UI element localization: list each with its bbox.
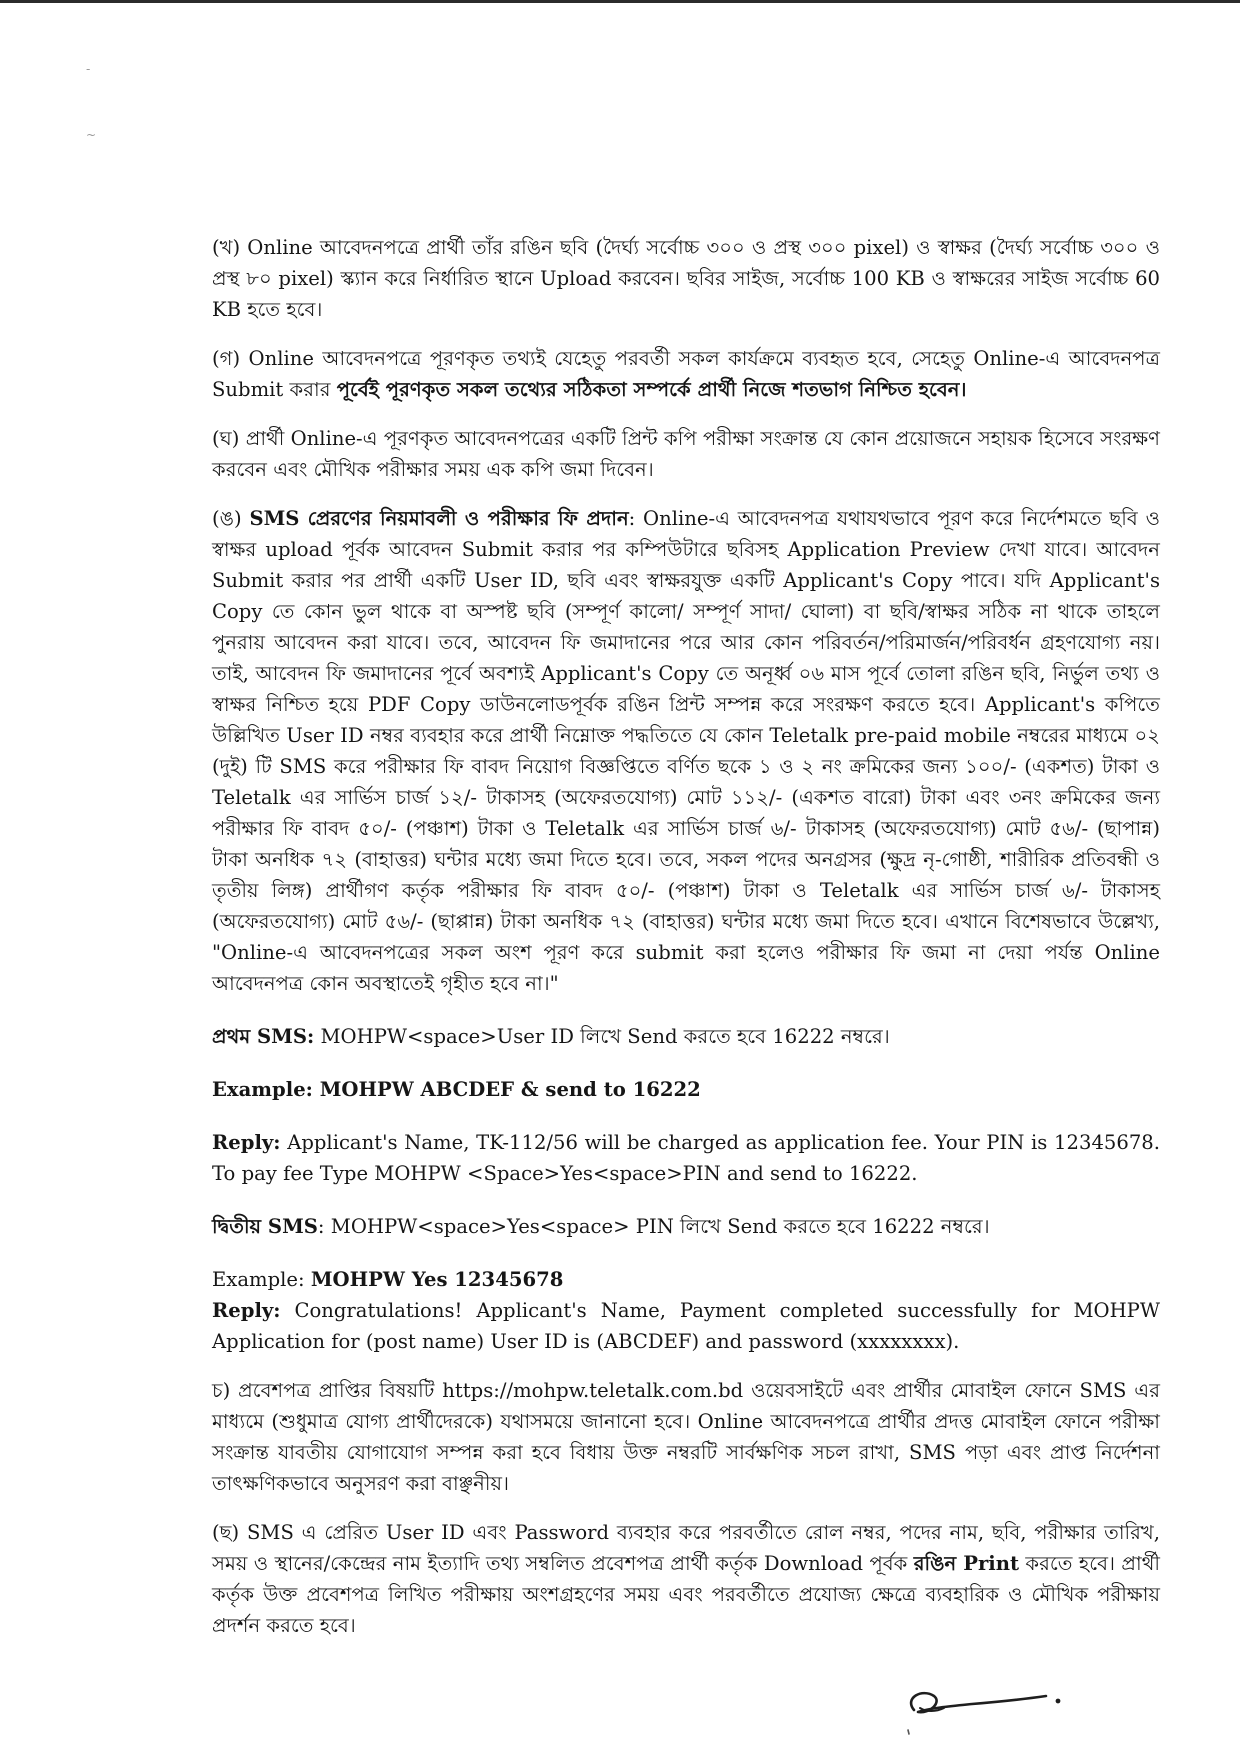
example-one-text: Example: MOHPW ABCDEF & send to 16222 [212, 1078, 701, 1101]
document-body [212, 232, 1160, 1641]
paragraph-kha-text: (খ) Online আবেদনপত্রে প্রার্থী তাঁর রঙিন ছবি (দৈর্ঘ্য সর্বোচ্চ ৩০০ ও প্রস্থ ৩০০ pixel) ও স্বাক্ষর (দৈর্ঘ্য সর্বোচ্চ ৩০০ ও প্রস্থ ৮০ pixel) স্ক্যান করে নির্ধারিত স্থানে Upload করবেন। ছবির সাইজ, সর্বোচ্চ 100 KB ও স্বাক্ষরের সাইজ সর্বোচ্চ 60 KB হতে হবে। [212, 236, 1160, 321]
paragraph-gha [212, 423, 1160, 485]
paragraph-kha [212, 232, 1160, 325]
paragraph-chha-end-text: করতে হবে। প্রার্থী কর্তৃক উক্ত প্রবেশপত্র লিখিত পরীক্ষায় অংশগ্রহণের সময় এবং পরবর্তীতে প্রযোজ্য ক্ষেত্রে ব্যবহারিক ও মৌখিক পরীক্ষায় প্রদর্শন করতে হবে। [212, 1552, 1160, 1637]
paragraph-umo-text: : Online-এ আবেদনপত্র যথাযথভাবে পূরণ করে নির্দেশমতে ছবি ও স্বাক্ষর upload পূর্বক আবেদন Submit করার পর কম্পিউটারে ছবিসহ Application Preview দেখা যাবে। আবেদন Submit করার পর প্রার্থী একটি User ID, ছবি এবং স্বাক্ষরযুক্ত একটি Applicant's Copy পাবে। যদি Applicant's Copy তে কোন ভুল থাকে বা অস্পষ্ট ছবি (সম্পূর্ণ কালো/ সম্পূর্ণ সাদা/ ঘোলা) বা ছবি/স্বাক্ষর সঠিক না থাকে তাহলে পুনরায় আবেদন করা যাবে। তবে, আবেদন ফি জমাদানের পরে আর কোন পরিবর্তন/পরিমার্জন/পরিবর্ধন গ্রহণযোগ্য নয়। তাই, আবেদন ফি জমাদানের পূর্বে অবশ্যই Applicant's Copy তে অনূর্ধ্ব ০৬ মাস পূর্বে তোলা রঙিন ছবি, নির্ভুল তথ্য ও স্বাক্ষর নিশ্চিত হয়ে PDF Copy ডাউনলোডপূর্বক রঙিন প্রিন্ট সম্পন্ন করে সংরক্ষণ করতে হবে। Applicant's কপিতে উল্লিখিত User ID নম্বর ব্যবহার করে প্রার্থী নিম্নোক্ত পদ্ধতিতে যে কোন Teletalk pre-paid mobile নম্বরের মাধ্যমে ০২ (দুই) টি SMS করে পরীক্ষার ফি বাবদ নিয়োগ বিজ্ঞপ্তিতে বর্ণিত ছকে ১ ও ২ নং ক্রমিকের জন্য ১০০/- (একশত) টাকা ও Teletalk এর সার্ভিস চার্জ ১২/- টাকাসহ (অফেরতযোগ্য) মোট ১১২/- (একশত বারো) টাকা এবং ৩নং ক্রমিকের জন্য পরীক্ষার ফি বাবদ ৫০/- (পঞ্চাশ) টাকা ও Teletalk এর সার্ভিস চার্জ ৬/- টাকাসহ (অফেরতযোগ্য) মোট ৫৬/- (ছাপান্ন) টাকা অনধিক ৭২ (বাহাত্তর) ঘন্টার মধ্যে জমা দিতে হবে। তবে, সকল পদের অনগ্রসর (ক্ষুদ্র নৃ-গোষ্ঠী, শারীরিক প্রতিবন্ধী ও তৃতীয় লিঙ্গ) প্রার্থীগণ কর্তৃক পরীক্ষার ফি বাবদ ৫০/- (পঞ্চাশ) টাকা ও Teletalk এর সার্ভিস চার্জ ৬/- টাকাসহ (অফেরতযোগ্য) মোট ৫৬/- (ছাপ্পান্ন) টাকা অনধিক ৭২ (বাহাত্তর) ঘন্টার মধ্যে জমা দিতে হবে। এখানে বিশেষভাবে উল্লেখ্য, "Online-এ আবেদনপত্রের সকল অংশ পূরণ করে submit করা হলেও পরীক্ষার ফি জমা না দেয়া পর্যন্ত Online আবেদনপত্র কোন অবস্থাতেই গৃহীত হবে না।" [212, 507, 1160, 995]
reply-two [212, 1295, 1160, 1357]
reply-two-label: Reply: [212, 1299, 281, 1322]
reply-one-label: Reply: [212, 1131, 281, 1154]
margin-mark: - [86, 62, 91, 76]
example-one [212, 1074, 1160, 1105]
example-two-text: MOHPW Yes 12345678 [310, 1268, 564, 1291]
paragraph-ga-text: (গ) Online আবেদনপত্রে পূরণকৃত তথ্যই যেহেতু পরবর্তী সকল কার্যক্রমে ব্যবহৃত হবে, সেহেতু Online-এ আবেদনপত্র Submit করার [212, 347, 1160, 401]
paragraph-umo-heading: SMS প্রেরণের নিয়মাবলী ও পরীক্ষার ফি প্রদান [249, 507, 629, 530]
paragraph-ga [212, 343, 1160, 405]
first-sms-label: প্রথম SMS: [212, 1025, 315, 1048]
paragraph-chha-text: (ছ) SMS এ প্রেরিত User ID এবং Password ব্যবহার করে পরবর্তীতে রোল নম্বর, পদের নাম, ছবি, পরীক্ষার তারিখ, সময় ও স্থানের/কেন্দ্রের নাম ইত্যাদি তথ্য সম্বলিত প্রবেশপত্র প্রার্থী কর্তৃক Download পূর্বক [212, 1521, 1160, 1575]
paragraph-umo-prefix: (ঙ) [212, 507, 250, 530]
paragraph-gha-text: (ঘ) প্রার্থী Online-এ পূরণকৃত আবেদনপত্রের একটি প্রিন্ট কপি পরীক্ষা সংক্রান্ত যে কোন প্রয়োজনে সহায়ক হিসেবে সংরক্ষণ করবেন এবং মৌখিক পরীক্ষার সময় এক কপি জমা দিবেন। [212, 427, 1160, 481]
reply-one [212, 1127, 1160, 1189]
example-two [212, 1264, 1160, 1295]
signature-mark [900, 1668, 1070, 1738]
paragraph-chha-bold-text: রঙিন Print [913, 1552, 1020, 1575]
reply-two-text: Congratulations! Applicant's Name, Payment completed successfully for MOHPW Application for (post name) User ID is (ABCDEF) and password (xxxxxxxx). [212, 1299, 1160, 1353]
top-border-line [0, 0, 1240, 3]
first-sms-instruction [212, 1021, 1160, 1052]
example-two-label: Example: [212, 1268, 311, 1291]
margin-mark: ~ [86, 128, 97, 142]
second-sms-label: দ্বিতীয় SMS [212, 1215, 318, 1238]
paragraph-cha-text: চ) প্রবেশপত্র প্রাপ্তির বিষয়টি https://mohpw.teletalk.com.bd ওয়েবসাইটে এবং প্রার্থীর মোবাইল ফোনে SMS এর মাধ্যমে (শুধুমাত্র যোগ্য প্রার্থীদেরকে) যথাসময়ে জানানো হবে। Online আবেদনপত্রে প্রার্থীর প্রদত্ত মোবাইল ফোনে পরীক্ষা সংক্রান্ত যাবতীয় যোগাযোগ সম্পন্ন করা হবে বিধায় উক্ত নম্বরটি সার্বক্ষণিক সচল রাখা, SMS পড়া এবং প্রাপ্ত নির্দেশনা তাৎক্ষণিকভাবে অনুসরণ করা বাঞ্ছনীয়। [212, 1379, 1160, 1495]
paragraph-ga-bold-text: পূর্বেই পূরণকৃত সকল তথ্যের সঠিকতা সম্পর্কে প্রার্থী নিজে শতভাগ নিশ্চিত হবেন। [336, 378, 967, 401]
paragraph-cha [212, 1375, 1160, 1499]
second-sms-instruction [212, 1211, 1160, 1242]
second-sms-text: : MOHPW<space>Yes<space> PIN লিখে Send করতে হবে 16222 নম্বরে। [317, 1215, 990, 1238]
paragraph-chha [212, 1517, 1160, 1641]
first-sms-text: MOHPW<space>User ID লিখে Send করতে হবে 16222 নম্বরে। [314, 1025, 890, 1048]
reply-one-text: Applicant's Name, TK-112/56 will be charged as application fee. Your PIN is 12345678. To pay fee Type MOHPW <Space>Yes<space>PIN and send to 16222. [212, 1131, 1160, 1185]
paragraph-umo [212, 503, 1160, 999]
